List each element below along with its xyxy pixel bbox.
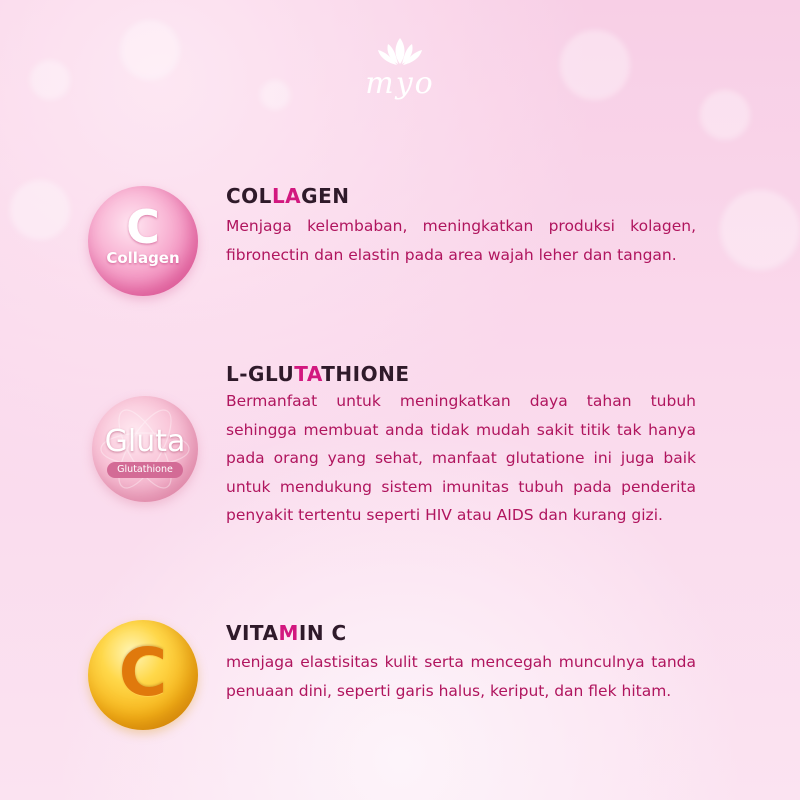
glutathione-icon [92, 396, 198, 502]
vitamin-c-title [226, 621, 347, 645]
title-part-accent: M [278, 621, 299, 645]
glutathione-title [226, 362, 409, 386]
glutathione-icon-title: Gluta [104, 424, 186, 459]
bokeh-decoration [260, 80, 290, 110]
bokeh-decoration [30, 60, 70, 100]
bokeh-decoration [720, 190, 800, 270]
collagen-icon [88, 186, 198, 296]
vitamin-c-icon [88, 620, 198, 730]
bokeh-decoration [10, 180, 70, 240]
bokeh-decoration [560, 30, 630, 100]
collagen-description: Menjaga kelembaban, meningkatkan produksi kolagen, fibronectin dan elastin pada area wajah leher dan tangan. [226, 217, 696, 264]
brand-logo-text: myo [365, 66, 435, 101]
title-part-accent: TA [294, 362, 322, 386]
vitamin-c-icon-letter: C [118, 634, 168, 711]
title-part: COL [226, 184, 272, 208]
title-part: THIONE [321, 362, 410, 386]
title-part: IN C [298, 621, 347, 645]
vitamin-c-description: menjaga elastisitas kulit serta mencegah munculnya tanda penuaan dini, seperti garis halus, keriput, dan flek hitam. [226, 653, 696, 700]
title-part: GEN [301, 184, 350, 208]
collagen-title [226, 184, 350, 208]
glutathione-description: Bermanfaat untuk meningkatkan daya tahan tubuh sehingga membuat anda tidak mudah sakit titik tak hanya pada orang yang sehat, manfaat glutatione ini juga baik untuk mendukung sistem imunitas tubuh pada penderita penyakit tertentu seperti HIV atau AIDS dan kurang gizi. [226, 392, 696, 524]
brand-logo [350, 36, 450, 100]
collagen-icon-letter: C [126, 200, 160, 254]
lotus-icon [350, 36, 450, 68]
bokeh-decoration [120, 20, 180, 80]
collagen-icon-label: Collagen [106, 249, 180, 267]
bokeh-decoration [700, 90, 750, 140]
title-part-accent: LA [271, 184, 302, 208]
glutathione-icon-label: Glutathione [107, 462, 183, 478]
title-part: L-GLU [226, 362, 295, 386]
title-part: VITA [226, 621, 279, 645]
